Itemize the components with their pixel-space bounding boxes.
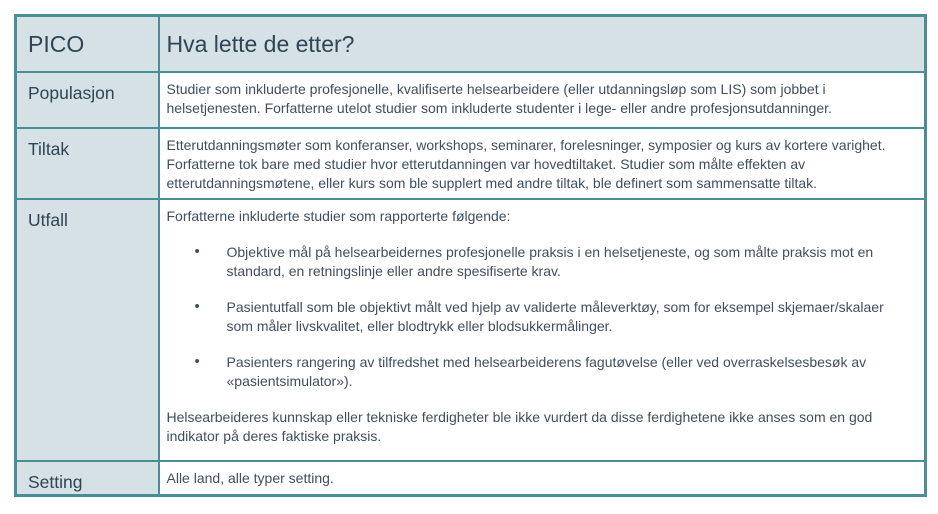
table-header-row (16, 16, 926, 72)
utfall-outro-text: Helsearbeideres kunnskap eller tekniske ferdigheter ble ikke vurdert da disse ferdighetene ikke anses som en god indikator på deres faktiske praksis. (166, 408, 873, 444)
utfall-bullet-item: • Objektive mål på helsearbeidernes profesjonelle praksis i en helsetjeneste, og som målte praksis mot en standard, en retningslinje eller andre spesifiserte krav. (167, 243, 913, 281)
utfall-intro-text: Forfatterne inkluderte studier som rapporterte følgende: (166, 207, 511, 224)
pico-table (14, 14, 927, 497)
populasjon-label: Populasjon (28, 82, 115, 103)
utfall-bullet-item: • Pasienters rangering av tilfredshet med helsearbeiderens fagutøvelse (eller ved overraskelsesbesøk av «pasientsimulator»). (167, 353, 913, 391)
utfall-label: Utfall (28, 209, 68, 230)
utfall-bullet-item: • Pasientutfall som ble objektivt målt ved hjelp av validerte måleverktøy, som for eksempel skjemaer/skalaer som måler livskvalitet, eller blodtrykk eller blodsukkermålinger. (167, 298, 913, 336)
row-content-tiltak (159, 128, 926, 199)
utfall-bullet-list (167, 243, 913, 391)
header-cell-pico (16, 16, 159, 72)
header-cell-question (159, 16, 926, 72)
row-label-populasjon (16, 72, 159, 128)
setting-label: Setting (28, 471, 83, 492)
table-row-utfall (16, 199, 926, 461)
row-label-setting (16, 461, 159, 496)
table-row-tiltak (16, 128, 926, 199)
table-row-setting (16, 461, 926, 496)
question-heading: Hva lette de etter? (166, 31, 355, 58)
tiltak-text: Etterutdanningsmøter som konferanser, workshops, seminarer, forelesninger, symposier og kurs av kortere varighet. Forfatterne tok bare med studier hvor etterutdanningen var hovedtiltaket. Studier som målte effekten av etterutdanningsmøtene, eller kurs som ble supplert med andre tiltak, ble definert som sammensatte tiltak. (166, 136, 886, 191)
table-row-populasjon (16, 72, 926, 128)
row-content-setting (159, 461, 926, 496)
row-content-utfall (159, 199, 926, 461)
setting-text: Alle land, alle typer setting. (166, 469, 334, 486)
populasjon-text: Studier som inkluderte profesjonelle, kvalifiserte helsearbeidere (eller utdanningsløp som LIS) som jobbet i helsetjenesten. Forfatterne utelot studier som inkluderte studenter i lege- eller andre profesjonsutdanninger. (166, 80, 832, 116)
row-content-populasjon (159, 72, 926, 128)
pico-heading: PICO (28, 31, 85, 58)
row-label-utfall (16, 199, 159, 461)
row-label-tiltak (16, 128, 159, 199)
tiltak-label: Tiltak (28, 138, 70, 159)
